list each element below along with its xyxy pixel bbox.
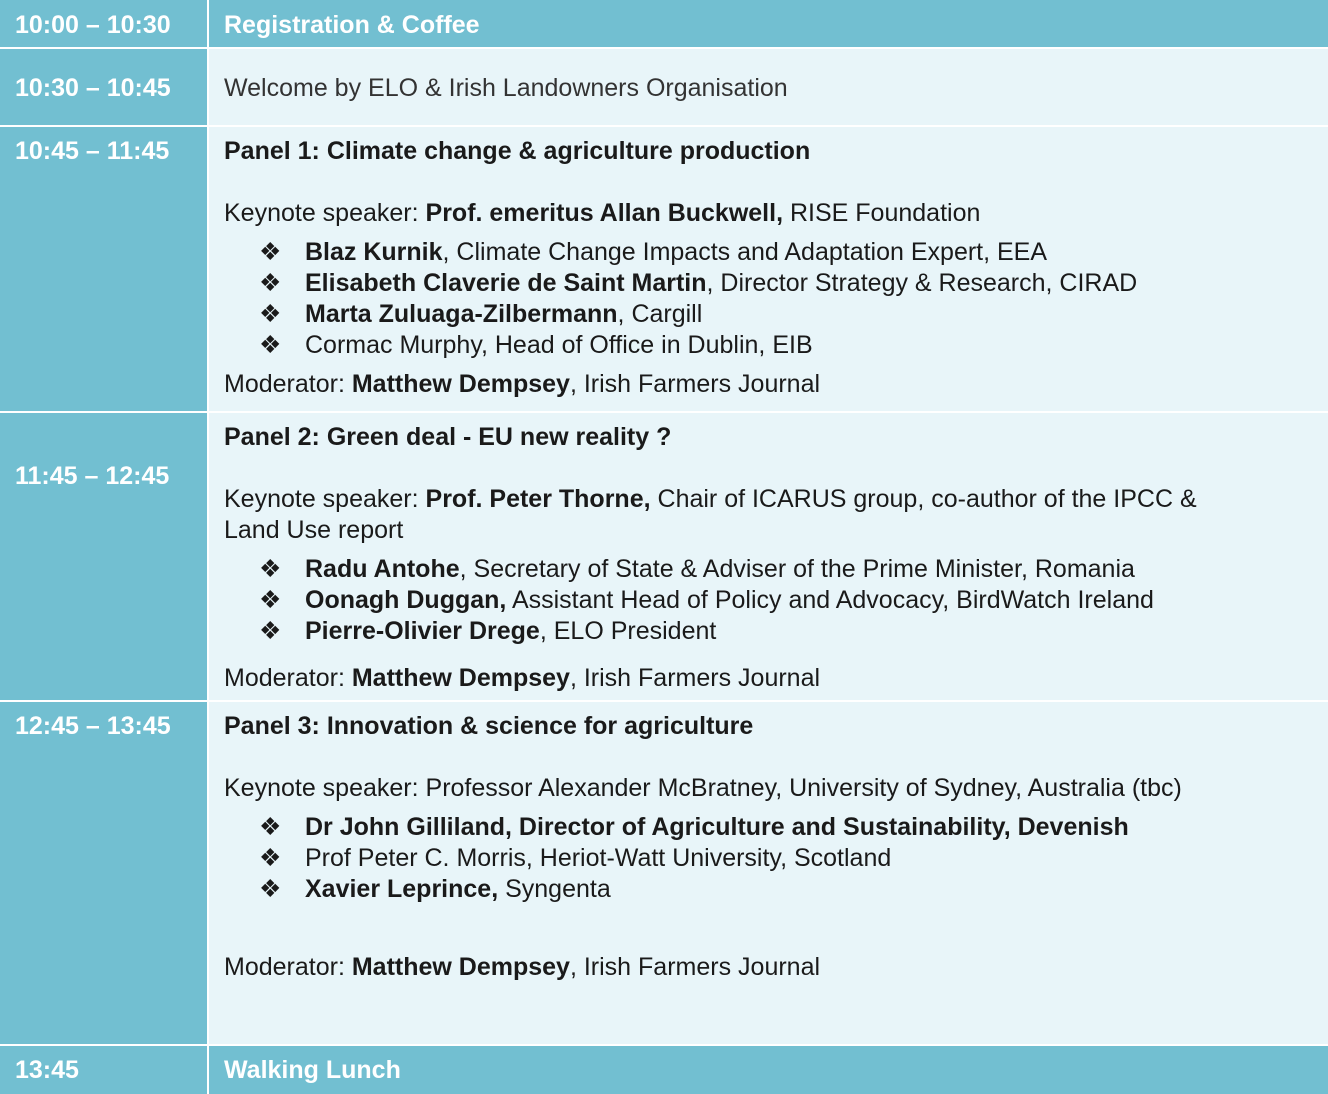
time-cell xyxy=(0,702,207,1044)
speaker-item: Marta Zuluaga-Zilbermann, Cargill xyxy=(305,300,703,328)
session-text: Welcome by ELO & Irish Landowners Organisation xyxy=(224,74,788,102)
time-cell xyxy=(0,0,207,47)
time-label: 10:45 – 11:45 xyxy=(15,137,170,165)
speaker-item: Xavier Leprince, Syngenta xyxy=(305,875,611,903)
speaker-item: Dr John Gilliland, Director of Agriculture and Sustainability, Devenish xyxy=(305,813,1129,841)
keynote-line: Keynote speaker: Prof. Peter Thorne, Chair of ICARUS group, co-author of the IPCC & xyxy=(224,485,1197,513)
panel-title: Panel 2: Green deal - EU new reality ? xyxy=(224,423,672,451)
agenda-row-welcome xyxy=(0,49,1328,127)
time-label: 10:30 – 10:45 xyxy=(15,74,171,102)
agenda-row-panel-1 xyxy=(0,127,1328,413)
time-cell xyxy=(0,413,207,700)
bullet-icon: ❖ xyxy=(259,617,282,645)
session-cell xyxy=(207,49,1328,125)
moderator-line: Moderator: Matthew Dempsey, Irish Farmers Journal xyxy=(224,953,821,981)
speaker-item: Blaz Kurnik, Climate Change Impacts and Adaptation Expert, EEA xyxy=(305,238,1048,266)
speaker-item: Cormac Murphy, Head of Office in Dublin, EIB xyxy=(305,331,813,359)
bullet-icon: ❖ xyxy=(259,238,282,266)
bullet-icon: ❖ xyxy=(259,875,282,903)
keynote-line: Keynote speaker: Prof. emeritus Allan Buckwell, RISE Foundation xyxy=(224,199,981,227)
session-cell xyxy=(207,0,1328,47)
speaker-item: Prof Peter C. Morris, Heriot-Watt University, Scotland xyxy=(305,844,892,872)
bullet-icon: ❖ xyxy=(259,844,282,872)
session-cell xyxy=(207,127,1328,411)
time-cell xyxy=(0,1046,207,1094)
bullet-icon: ❖ xyxy=(259,269,282,297)
agenda-row-panel-3 xyxy=(0,702,1328,1046)
keynote-line: Keynote speaker: Professor Alexander McBratney, University of Sydney, Australia (tbc) xyxy=(224,774,1182,802)
moderator-line: Moderator: Matthew Dempsey, Irish Farmers Journal xyxy=(224,370,821,398)
session-cell xyxy=(207,1046,1328,1094)
bullet-icon: ❖ xyxy=(259,813,282,841)
moderator-line: Moderator: Matthew Dempsey, Irish Farmers Journal xyxy=(224,664,821,692)
agenda-row-lunch xyxy=(0,1046,1328,1094)
session-cell xyxy=(207,702,1328,1044)
session-title: Walking Lunch xyxy=(224,1056,401,1084)
speaker-item: Pierre-Olivier Drege, ELO President xyxy=(305,617,717,645)
agenda-row-registration xyxy=(0,0,1328,49)
time-cell xyxy=(0,49,207,125)
time-cell xyxy=(0,127,207,411)
time-label: 11:45 – 12:45 xyxy=(15,462,170,490)
bullet-icon: ❖ xyxy=(259,586,282,614)
time-label: 13:45 xyxy=(15,1056,79,1084)
session-title: Registration & Coffee xyxy=(224,11,480,39)
keynote-line-2: Land Use report xyxy=(224,516,404,544)
panel-title: Panel 3: Innovation & science for agriculture xyxy=(224,712,754,740)
panel-title: Panel 1: Climate change & agriculture production xyxy=(224,137,811,165)
agenda-row-panel-2 xyxy=(0,413,1328,702)
speaker-item: Elisabeth Claverie de Saint Martin, Director Strategy & Research, CIRAD xyxy=(305,269,1138,297)
session-cell xyxy=(207,413,1328,700)
speaker-item: Radu Antohe, Secretary of State & Adviser of the Prime Minister, Romania xyxy=(305,555,1135,583)
time-label: 12:45 – 13:45 xyxy=(15,712,171,740)
bullet-icon: ❖ xyxy=(259,331,282,359)
time-label: 10:00 – 10:30 xyxy=(15,11,171,39)
bullet-icon: ❖ xyxy=(259,300,282,328)
speaker-item: Oonagh Duggan, Assistant Head of Policy and Advocacy, BirdWatch Ireland xyxy=(305,586,1154,614)
bullet-icon: ❖ xyxy=(259,555,282,583)
